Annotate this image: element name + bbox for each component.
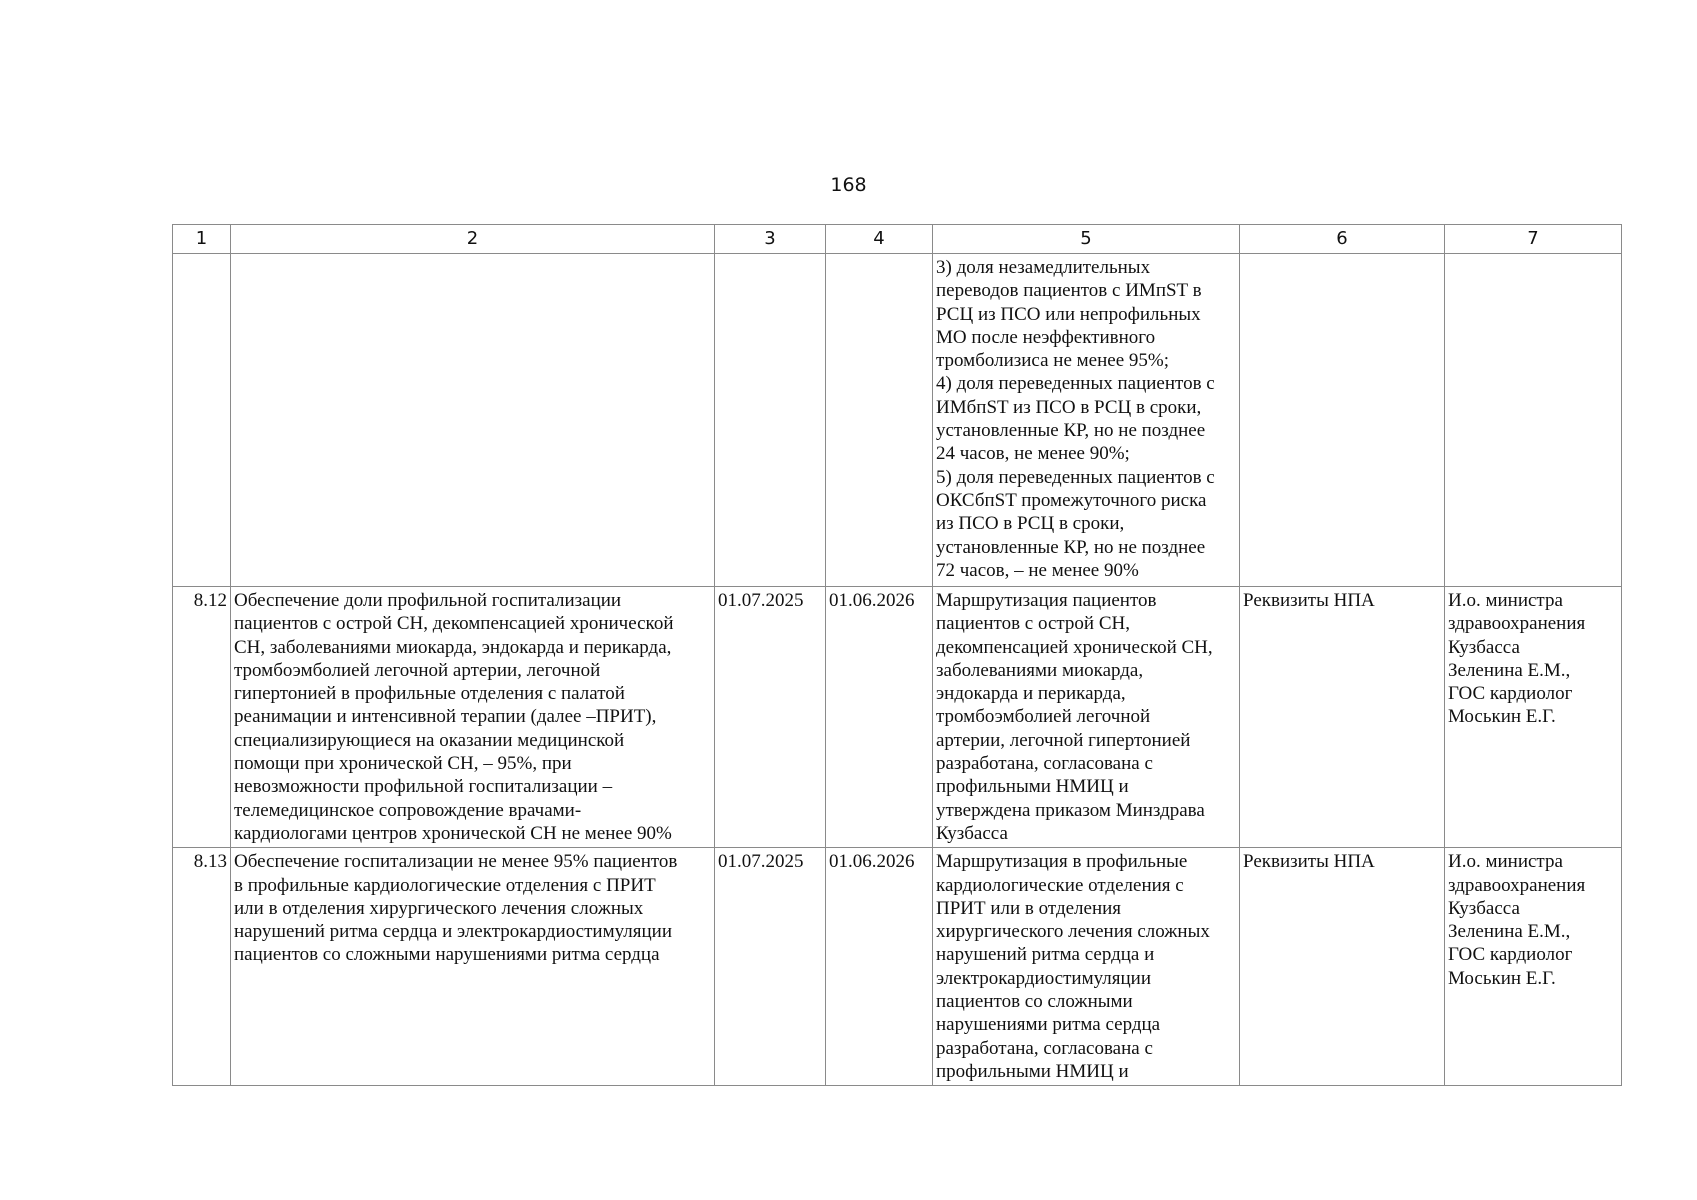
page-number: 168 — [830, 174, 867, 196]
row-document — [1240, 254, 1445, 587]
column-header-1: 1 — [173, 225, 231, 254]
column-header-2: 2 — [231, 225, 715, 254]
row-end-date: 01.06.2026 — [826, 587, 933, 848]
table-row — [173, 587, 1622, 848]
row-end-date — [826, 254, 933, 587]
row-number: 8.13 — [173, 848, 231, 1086]
row-number: 8.12 — [173, 587, 231, 848]
table-row — [173, 848, 1622, 1086]
row-result: Маршрутизация в профильные кардиологические отделения с ПРИТ или в отделения хирургического лечения сложных нарушений ритма сердца и электрокардиостимуляции пациентов со сложными нарушениями ритма сердца разработана, согласована с профильными НМИЦ и — [933, 848, 1240, 1086]
row-description — [231, 254, 715, 587]
column-header-4: 4 — [826, 225, 933, 254]
row-document: Реквизиты НПА — [1240, 587, 1445, 848]
row-description: Обеспечение госпитализации не менее 95% пациентов в профильные кардиологические отделения с ПРИТ или в отделения хирургического лечения сложных нарушений ритма сердца и электрокардиостимуляции пациентов со сложными нарушениями ритма сердца — [231, 848, 715, 1086]
row-number — [173, 254, 231, 587]
row-description: Обеспечение доли профильной госпитализации пациентов с острой СН, декомпенсацией хронической СН, заболеваниями миокарда, эндокарда и перикарда, тромбоэмболией легочной артерии, легочной гипертонией в профильные отделения с палатой реанимации и интенсивной терапии (далее –ПРИТ), специализирующиеся на оказании медицинской помощи при хронической СН, – 95%, при невозможности профильной госпитализации – телемедицинское сопровождение врачами- кардиологами центров хронической СН не менее 90% — [231, 587, 715, 848]
row-result: 3) доля незамедлительных переводов пациентов с ИМпST в РСЦ из ПСО или непрофильных МО после неэффективного тромболизиса не менее 95%; 4) доля переведенных пациентов с ИМбпST из ПСО в РСЦ в сроки, установленные КР, но не позднее 24 часов, не менее 90%; 5) доля переведенных пациентов с ОКСбпST промежуточного риска из ПСО в РСЦ в сроки, установленные КР, но не позднее 72 часов, – не менее 90% — [933, 254, 1240, 587]
row-document: Реквизиты НПА — [1240, 848, 1445, 1086]
column-header-5: 5 — [933, 225, 1240, 254]
row-responsible: И.о. министра здравоохранения Кузбасса Зеленина Е.М., ГОС кардиолог Моськин Е.Г. — [1445, 848, 1622, 1086]
row-start-date: 01.07.2025 — [715, 587, 826, 848]
row-result: Маршрутизация пациентов пациентов с острой СН, декомпенсацией хронической СН, заболеваниями миокарда, эндокарда и перикарда, тромбоэмболией легочной артерии, легочной гипертонией разработана, согласована с профильными НМИЦ и утверждена приказом Минздрава Кузбасса — [933, 587, 1240, 848]
row-start-date: 01.07.2025 — [715, 848, 826, 1086]
header-row — [173, 225, 1622, 254]
column-header-7: 7 — [1445, 225, 1622, 254]
table-row — [173, 254, 1622, 587]
row-responsible: И.о. министра здравоохранения Кузбасса Зеленина Е.М., ГОС кардиолог Моськин Е.Г. — [1445, 587, 1622, 848]
plan-table — [172, 224, 1622, 1086]
row-end-date: 01.06.2026 — [826, 848, 933, 1086]
column-header-6: 6 — [1240, 225, 1445, 254]
row-start-date — [715, 254, 826, 587]
row-responsible — [1445, 254, 1622, 587]
column-header-3: 3 — [715, 225, 826, 254]
